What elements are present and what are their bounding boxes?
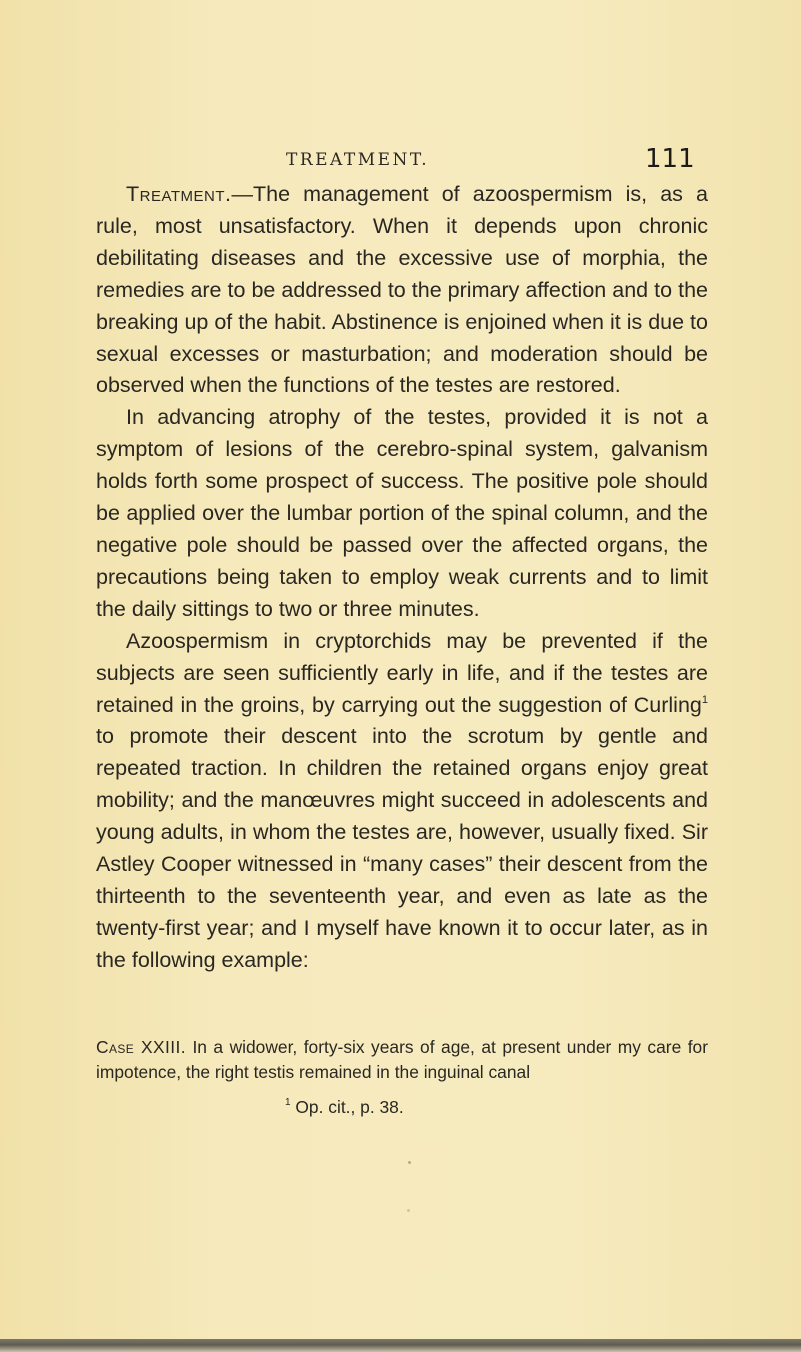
footnote xyxy=(285,1097,404,1118)
case-report xyxy=(96,1035,708,1085)
case-paragraph xyxy=(96,1035,708,1085)
paragraph-cryptorchids xyxy=(96,626,708,977)
page-number: 111 xyxy=(645,144,695,174)
paragraph-text: to promote their descent into the scrotum by gentle and repeated traction. In children the retained organs enjoy great mobility; and the manœuvres might succeed in adolescents and young adults, in whom the testes are, however, usually fixed. Sir Astley Cooper witnessed in “many cases” their descent from the thirteenth to the seventeenth year, and even as late as the twenty-first year; and I myself have known it to occur later, as in the following example: xyxy=(96,724,708,972)
running-head xyxy=(0,144,801,178)
paragraph-galvanism: In advancing atrophy of the testes, provided it is not a symptom of lesions of the cerebro-spinal system, galvanism holds forth some prospect of success. The positive pole should be applied over the lumbar portion of the spinal column, and the negative pole should be passed over the affected organs, the precautions being taken to employ weak currents and to limit the daily sittings to two or three minutes. xyxy=(96,405,708,621)
running-title: TREATMENT. xyxy=(286,150,430,170)
page-bottom-edge xyxy=(0,1339,801,1352)
paragraph-text: Azoospermism in cryptorchids may be prevented if the subjects are seen sufficiently early in life, and if the testes are retained in the groins, by carrying out the suggestion of Curling xyxy=(96,628,708,717)
section-lead: Treatment. xyxy=(126,182,232,206)
paper-speck xyxy=(408,1161,411,1164)
case-lead: Case XXIII. xyxy=(96,1037,186,1057)
case-text: In a widower, forty-six years of age, at present under my care for impotence, the right testis remained in the inguinal canal xyxy=(96,1037,709,1082)
footnote-mark: 1 xyxy=(285,1097,291,1108)
paper-speck xyxy=(407,1209,410,1212)
footnote-reference: 1 xyxy=(701,693,708,706)
footnote-text: Op. cit., p. 38. xyxy=(290,1097,404,1117)
paragraph-text: —The management of azoospermism is, as a rule, most unsatisfactory. When it depends upon chronic debilitating diseases and the excessive use of morphia, the remedies are to be addressed to the primary affection and to the breaking up of the habit. Abstinence is enjoined when it is due to sexual excesses or masturbation; and moderation should be observed when the functions of the testes are restored. xyxy=(96,182,708,398)
body-text xyxy=(96,179,708,977)
paragraph-treatment xyxy=(96,179,708,402)
